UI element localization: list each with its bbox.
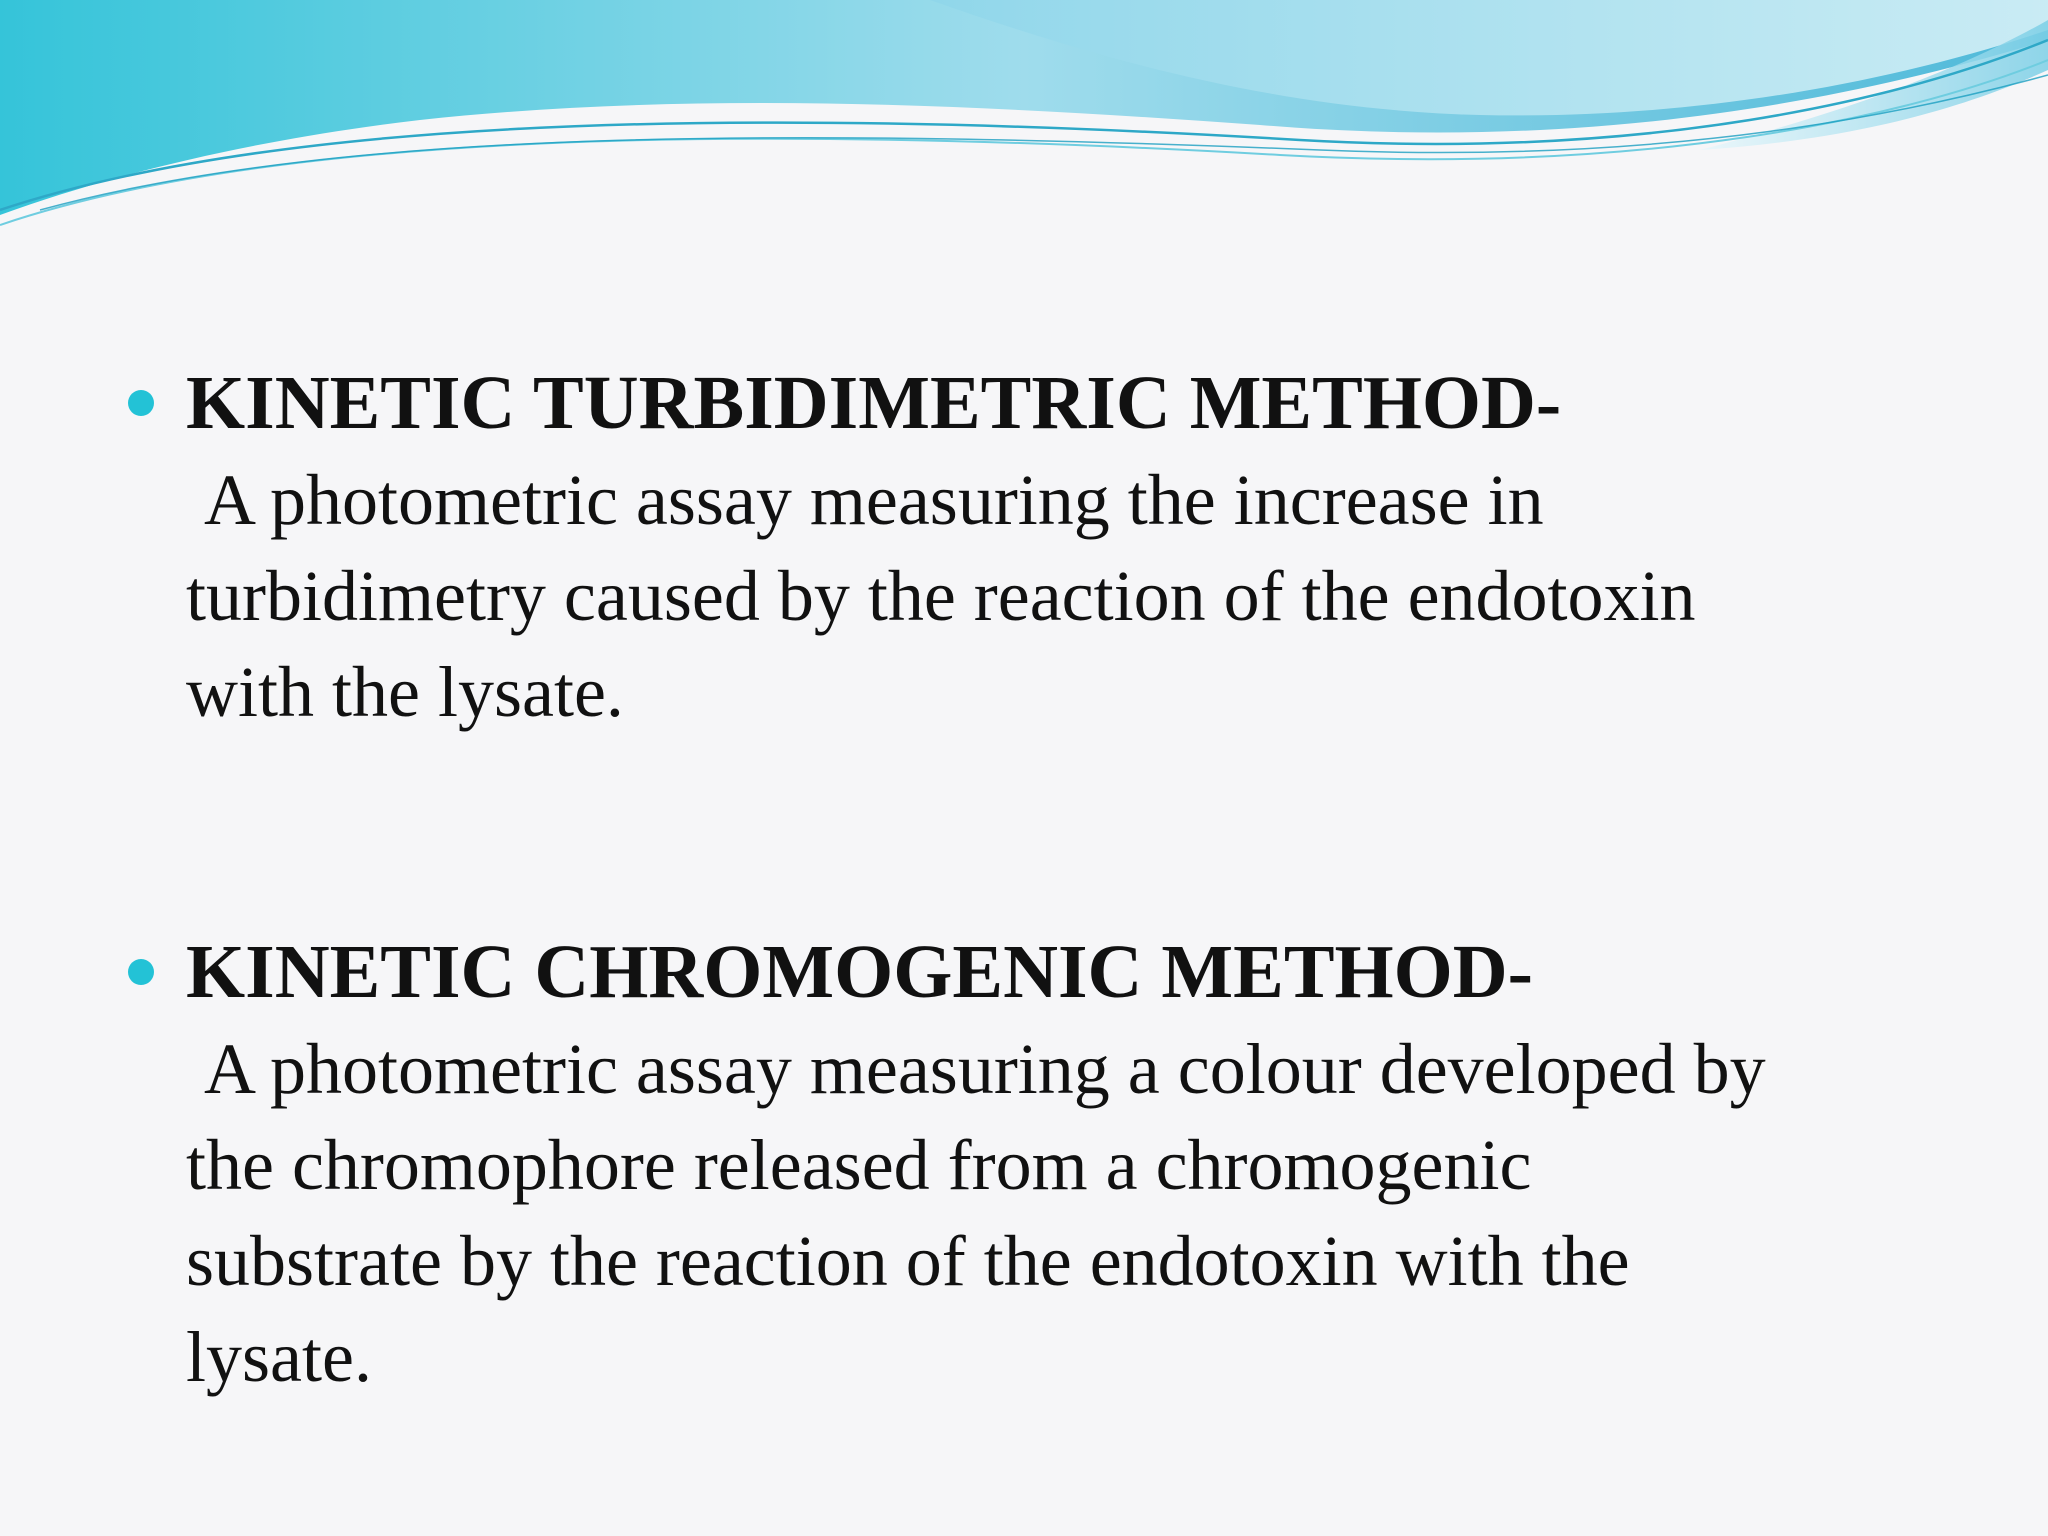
body-line: lysate. [186,1317,372,1397]
body-line: the chromophore released from a chromogenic [186,1125,1532,1205]
bullet-dot-icon [128,390,154,416]
heading-text: KINETIC TURBIDIMETRIC METHOD- [186,361,1562,445]
bullet-dot-icon [128,959,154,985]
body-line: with the lysate. [186,652,624,732]
section-body [128,1021,1988,1405]
section-kinetic-chromogenic [128,927,1988,1405]
body-line: turbidimetry caused by the reaction of the endotoxin [186,556,1696,636]
section-kinetic-turbidimetric [128,358,1988,740]
section-heading [128,358,1988,448]
body-line: A photometric assay measuring a colour developed by [204,1029,1766,1109]
body-line: substrate by the reaction of the endotoxin with the [186,1221,1630,1301]
body-line: A photometric assay measuring the increase in [204,460,1544,540]
section-heading [128,927,1988,1017]
section-body [128,452,1988,740]
heading-text: KINETIC CHROMOGENIC METHOD- [186,930,1533,1014]
